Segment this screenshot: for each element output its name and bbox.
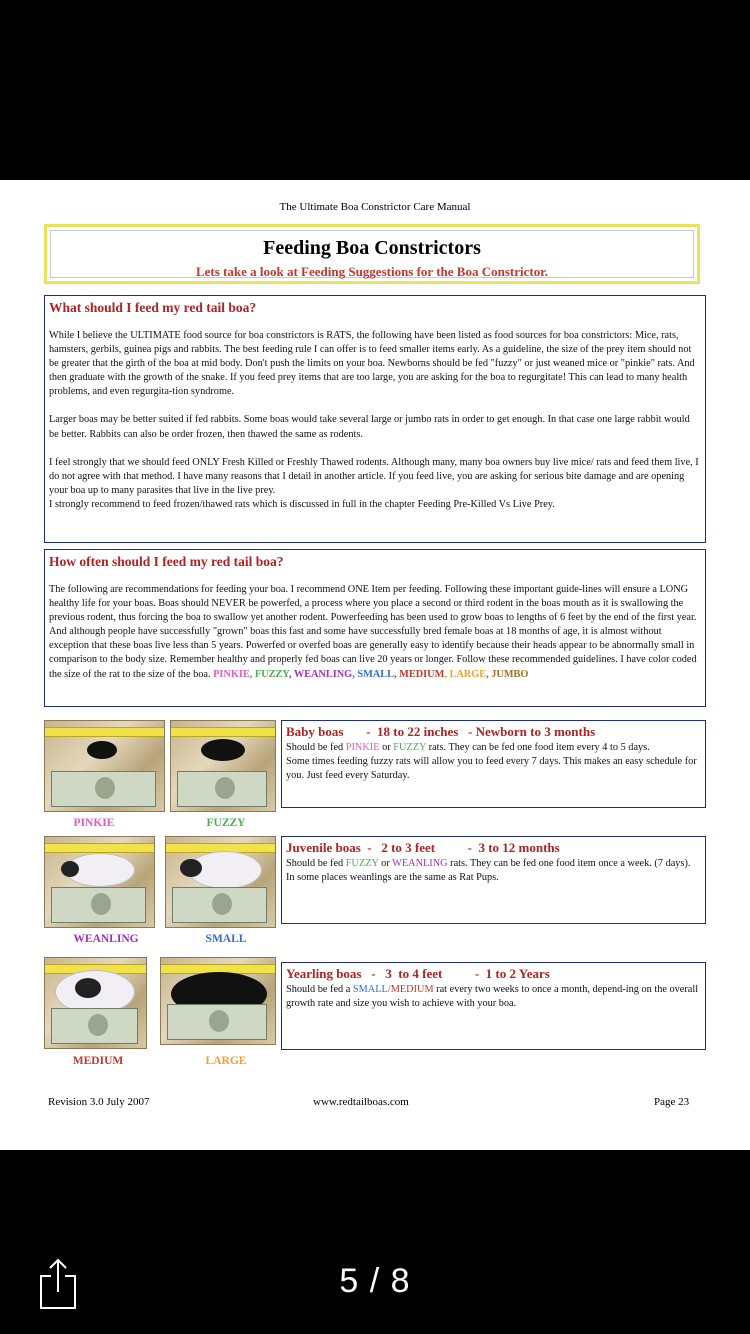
baby-boas-header: Baby boas - 18 to 22 inches - Newborn to 3 months xyxy=(286,724,596,739)
photo-label-fuzzy: FUZZY xyxy=(206,817,246,829)
footer-revision: Revision 3.0 July 2007 xyxy=(48,1096,150,1108)
section-heading: How often should I feed my red tail boa? xyxy=(49,554,284,569)
footer-page-number: Page 23 xyxy=(654,1096,690,1108)
running-header: The Ultimate Boa Constrictor Care Manual xyxy=(279,201,471,213)
photo-label-medium: MEDIUM xyxy=(72,1055,124,1067)
paragraph: While I believe the ULTIMATE food source for boa constrictors is RATS, the following have been listed as food sources for boa constrictors: Mice, rats, hamsters, gerbils, guinea pigs and rabbits. The best feeding rule I can offer is to feed smaller items early. As a guideline, the size of the prey item should not be greater that the girth of the boa at mid body. Don't push the limits on your boa. Newborns should be fed "fuzzy" or just weaned mice or "pinkie" rats. And then graduate with the growth of the snake. If you feed prey items that are too large, you are asking for the boa to regurgitate! This can lead to many health problems, and even regurgita-tion syndrome. xyxy=(49,330,695,398)
photo-label-small: SMALL xyxy=(205,933,247,945)
size-pinkie: PINKIE xyxy=(213,668,250,680)
page-indicator: 5 / 8 xyxy=(339,1262,411,1300)
page-title: Feeding Boa Constrictors xyxy=(263,237,481,259)
weanling-rat-photo xyxy=(44,836,155,928)
size-large: LARGE xyxy=(449,668,487,680)
pdf-page xyxy=(0,180,750,1150)
footer-website[interactable]: www.redtailboas.com xyxy=(313,1096,409,1108)
section-how-often xyxy=(44,549,706,707)
paragraph: Larger boas may be better suited if fed rabbits. Some boas would take several large or jumbo rats in order to get enough. In that case one large rabbit would be better. Rabbits can also be order frozen, then thawed the same as rodents. xyxy=(49,414,690,440)
pinkie-rat-photo xyxy=(44,720,165,812)
size-fuzzy: FUZZY xyxy=(254,668,289,680)
section-what-to-feed xyxy=(44,295,706,543)
small-rat-photo xyxy=(165,836,276,928)
section-heading: What should I feed my red tail boa? xyxy=(49,300,257,315)
photo-label-large: LARGE xyxy=(205,1055,247,1067)
photo-label-weanling: WEANLING xyxy=(73,933,139,945)
fuzzy-rat-photo xyxy=(170,720,276,812)
paragraph: I feel strongly that we should feed ONLY Fresh Killed or Freshly Thawed rodents. Although many, many boa owners buy live mice/ rats and feed them live, I do not agree with that method. I have many reasons that I detail in another article. If you feed live, you are asking for serious bite damage and are opening your boa up to many parasites that live in the live prey. xyxy=(49,456,699,496)
size-weanling: WEANLING xyxy=(293,668,353,680)
photo-label-pinkie: PINKIE xyxy=(73,817,115,829)
paragraph: The following are recommendations for feeding your boa. I recommend ONE Item per feeding. Following these important guide-lines will ensure a LONG healthy life for your boas. Boas should NEVER be powerfed, a process where you place a second or third rodent in the boas mouth as it is swallowing the previous rodent, thus forcing the boa to swallow yet another rodent. Powerfeeding has been used to grow boas to lengths of 6 feet by the end of the first year. And although people have successfully "grown" boas this fast and some have successfully bred female boas at 18 months of age, it is almost without exception that these boas live less than 5 years. Powerfed or overfed boas are generally easy to identify because their heads appear to be abnormally small in comparison to the body size. Remember healthy and properly fed boas can live 20 years or longer. Follow these recommended guidelines. I have color coded the size of the rat to the size of the boa. PINKIE, FUZZY, WEANLING, SMALL, MEDIUM, LARGE, JUMBO xyxy=(49,584,697,680)
yearling-boas-header: Yearling boas - 3 to 4 feet - 1 to 2 Years xyxy=(286,966,550,981)
juvenile-boas-box: Juvenile boas - 2 to 3 feet - 3 to 12 months Should be fed FUZZY or WEANLING rats. They can be fed one food item once a week. (7 days). In some places weanlings are the same as Rat Pups. xyxy=(281,836,706,924)
juvenile-boas-header: Juvenile boas - 2 to 3 feet - 3 to 12 months xyxy=(286,840,560,855)
page-subtitle: Lets take a look at Feeding Suggestions for the Boa Constrictor. xyxy=(195,264,549,279)
large-rat-photo xyxy=(160,957,276,1045)
title-box xyxy=(44,224,700,284)
paragraph: I strongly recommend to feed frozen/thawed rats which is discussed in full in the chapter Feeding Pre-Killed Vs Live Prey. xyxy=(49,498,555,510)
size-medium: MEDIUM xyxy=(399,668,445,680)
size-jumbo: JUMBO xyxy=(491,668,529,680)
baby-boas-box: Baby boas - 18 to 22 inches - Newborn to 3 months Should be fed PINKIE or FUZZY rats. They can be fed one food item every 4 to 5 days. Some times feeding fuzzy rats will allow you to feed every 7 days. This makes an easy schedule for you. Just feed every Saturday. xyxy=(281,720,706,808)
size-small: SMALL xyxy=(357,668,394,680)
yearling-boas-box: Yearling boas - 3 to 4 feet - 1 to 2 Years Should be fed a SMALL/MEDIUM rat every two weeks to once a month, depend-ing on the overall growth rate and size you wish to achieve with your boa. xyxy=(281,962,706,1050)
medium-rat-photo xyxy=(44,957,147,1049)
